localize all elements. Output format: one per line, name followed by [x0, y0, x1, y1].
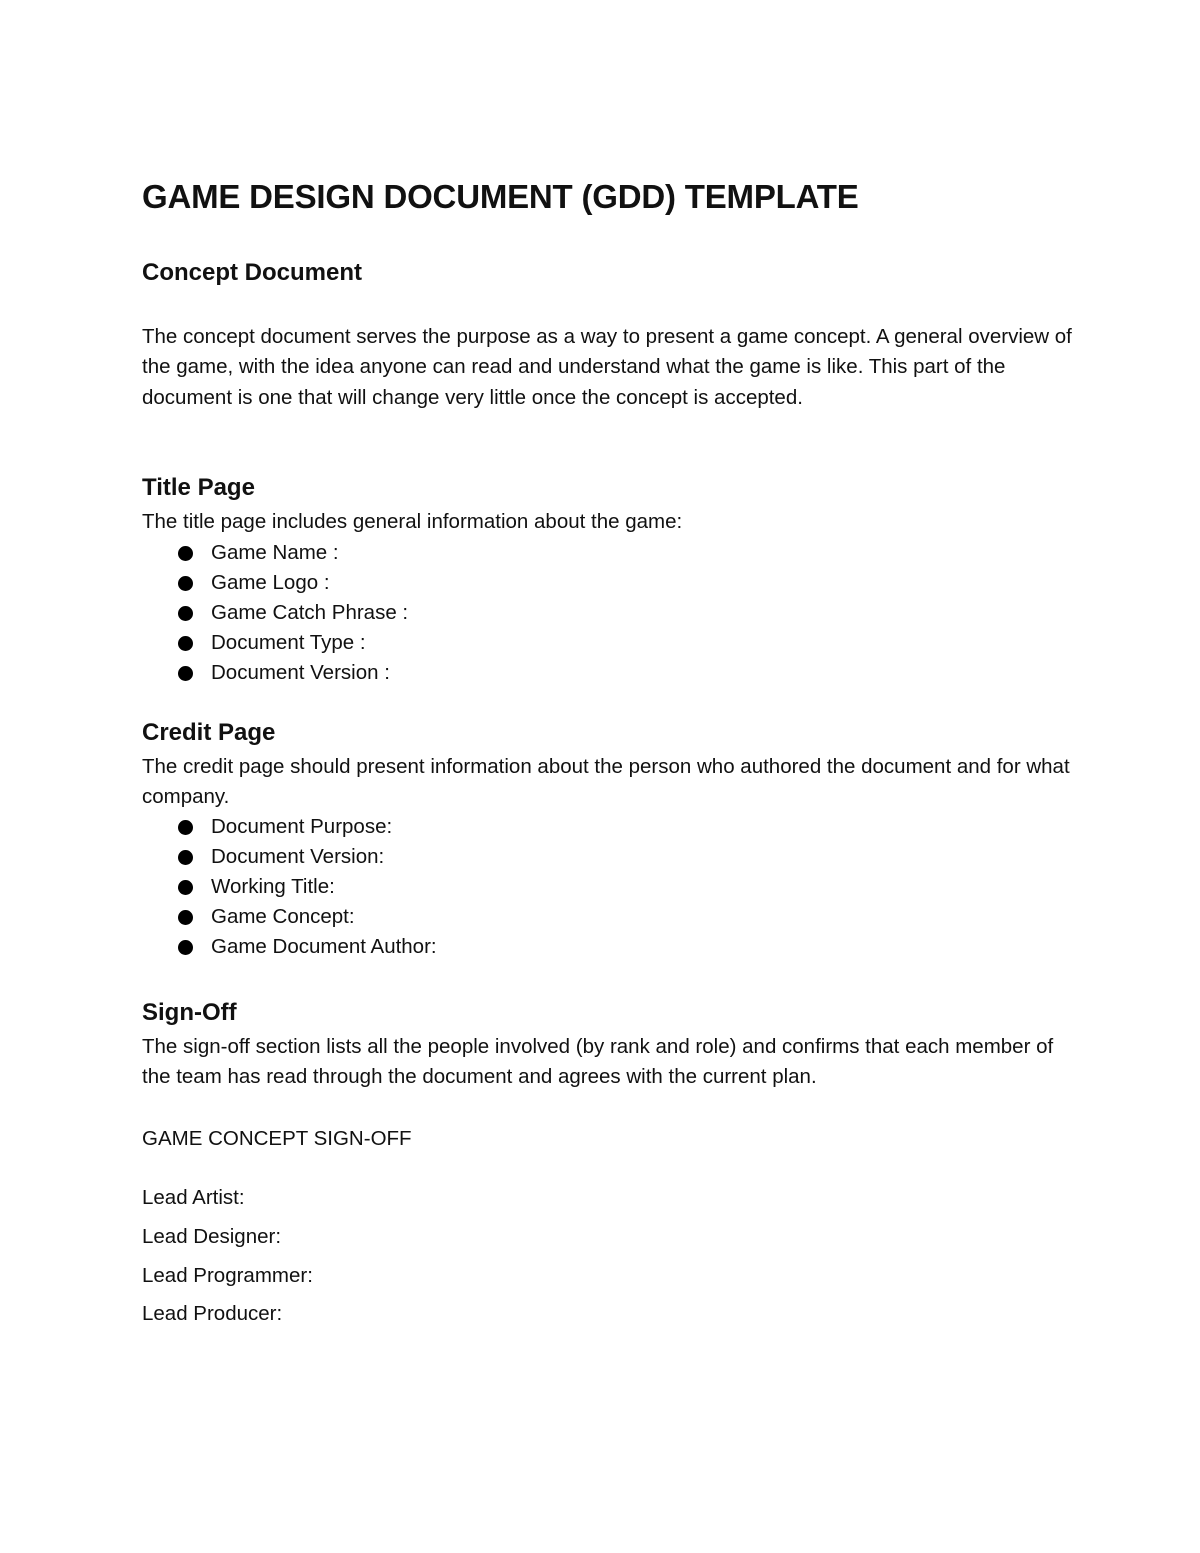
- bullet-icon: [178, 576, 193, 591]
- bullet-icon: [178, 606, 193, 621]
- concept-document-heading: Concept Document: [142, 259, 363, 286]
- concept-document-paragraph: The concept document serves the purpose as a way to present a game concept. A general overview of the game, with the idea anyone can read and understand what the game is like. This part of the document is one that will change very little once the concept is accepted.: [142, 325, 1072, 409]
- list-item: [142, 628, 408, 658]
- list-item: [142, 932, 437, 962]
- list-item: [142, 658, 408, 688]
- list-item-label: Game Concept:: [211, 905, 355, 928]
- list-item: [142, 842, 437, 872]
- title-page-list: [142, 538, 408, 688]
- title-page-heading: Title Page: [142, 474, 255, 501]
- bullet-icon: [178, 880, 193, 895]
- sign-off-role-lead-producer: Lead Producer:: [142, 1302, 283, 1325]
- credit-page-intro: The credit page should present information about the person who authored the document and for what company.: [142, 755, 1070, 809]
- credit-page-heading: Credit Page: [142, 719, 276, 746]
- bullet-icon: [178, 910, 193, 925]
- list-item-label: Document Type :: [211, 631, 366, 654]
- list-item: [142, 812, 437, 842]
- bullet-icon: [178, 546, 193, 561]
- document-title: GAME DESIGN DOCUMENT (GDD) TEMPLATE: [142, 178, 859, 215]
- sign-off-role-lead-artist: Lead Artist:: [142, 1186, 245, 1209]
- title-page-intro: The title page includes general information about the game:: [142, 510, 683, 533]
- list-item-label: Game Name :: [211, 541, 339, 564]
- list-item-label: Game Logo :: [211, 571, 330, 594]
- list-item-label: Document Version :: [211, 661, 390, 684]
- list-item-label: Game Catch Phrase :: [211, 601, 409, 624]
- list-item-label: Working Title:: [211, 875, 335, 898]
- bullet-icon: [178, 666, 193, 681]
- sign-off-intro: The sign-off section lists all the people involved (by rank and role) and confirms that each member of the team has read through the document and agrees with the current plan.: [142, 1035, 1054, 1089]
- credit-page-list: [142, 812, 437, 962]
- bullet-icon: [178, 636, 193, 651]
- bullet-icon: [178, 820, 193, 835]
- list-item: [142, 538, 408, 568]
- list-item: [142, 902, 437, 932]
- bullet-icon: [178, 850, 193, 865]
- list-item: [142, 598, 408, 628]
- sign-off-role-lead-programmer: Lead Programmer:: [142, 1264, 313, 1287]
- bullet-icon: [178, 940, 193, 955]
- list-item-label: Document Version:: [211, 845, 385, 868]
- list-item-label: Game Document Author:: [211, 935, 437, 958]
- sign-off-label: GAME CONCEPT SIGN-OFF: [142, 1127, 412, 1150]
- sign-off-role-lead-designer: Lead Designer:: [142, 1225, 282, 1248]
- list-item: [142, 568, 408, 598]
- list-item: [142, 872, 437, 902]
- sign-off-heading: Sign-Off: [142, 999, 237, 1026]
- list-item-label: Document Purpose:: [211, 815, 393, 838]
